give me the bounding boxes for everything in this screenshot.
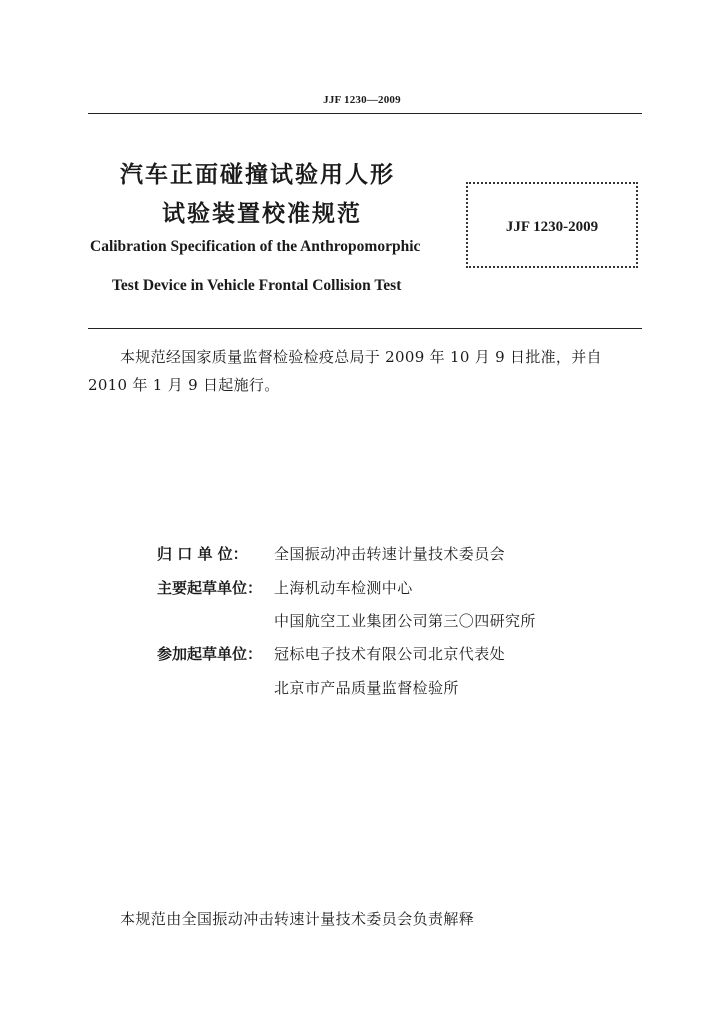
middle-divider [88, 328, 642, 329]
main-drafting-unit-value: 上海机动车检测中心 [274, 579, 413, 597]
main-drafting-unit-label: 主要起草单位： [157, 579, 263, 597]
participating-unit-value: 冠标电子技术有限公司北京代表处 [274, 645, 506, 663]
approval-text-line-2: 2010 年 1 月 9 日起施行。 [88, 376, 280, 394]
document-code-header: JJF 1230—2009 [323, 94, 401, 106]
approval-text-line-1: 本规范经国家质量监督检验检疫总局于 2009 年 10 月 9 日批准，并自 [120, 348, 602, 366]
document-code-box [466, 182, 638, 268]
responsible-unit-value: 全国振动冲击转速计量技术委员会 [274, 545, 506, 563]
title-english-line-2: Test Device in Vehicle Frontal Collision Test [112, 277, 402, 294]
main-drafting-unit-value: 中国航空工业集团公司第三〇四研究所 [274, 612, 536, 630]
title-english-line-1: Calibration Specification of the Anthropomorphic [90, 238, 421, 255]
participating-unit-label: 参加起草单位： [157, 645, 263, 663]
document-code-box-text: JJF 1230-2009 [505, 219, 599, 235]
top-divider [88, 113, 642, 114]
title-chinese-line-1: 汽车正面碰撞试验用人形 [120, 162, 395, 188]
title-chinese-line-2: 试验装置校准规范 [162, 201, 362, 227]
participating-unit-value: 北京市产品质量监督检验所 [274, 679, 459, 697]
interpretation-note: 本规范由全国振动冲击转速计量技术委员会负责解释 [120, 910, 475, 928]
responsible-unit-label: 归 口 单 位： [157, 545, 248, 563]
